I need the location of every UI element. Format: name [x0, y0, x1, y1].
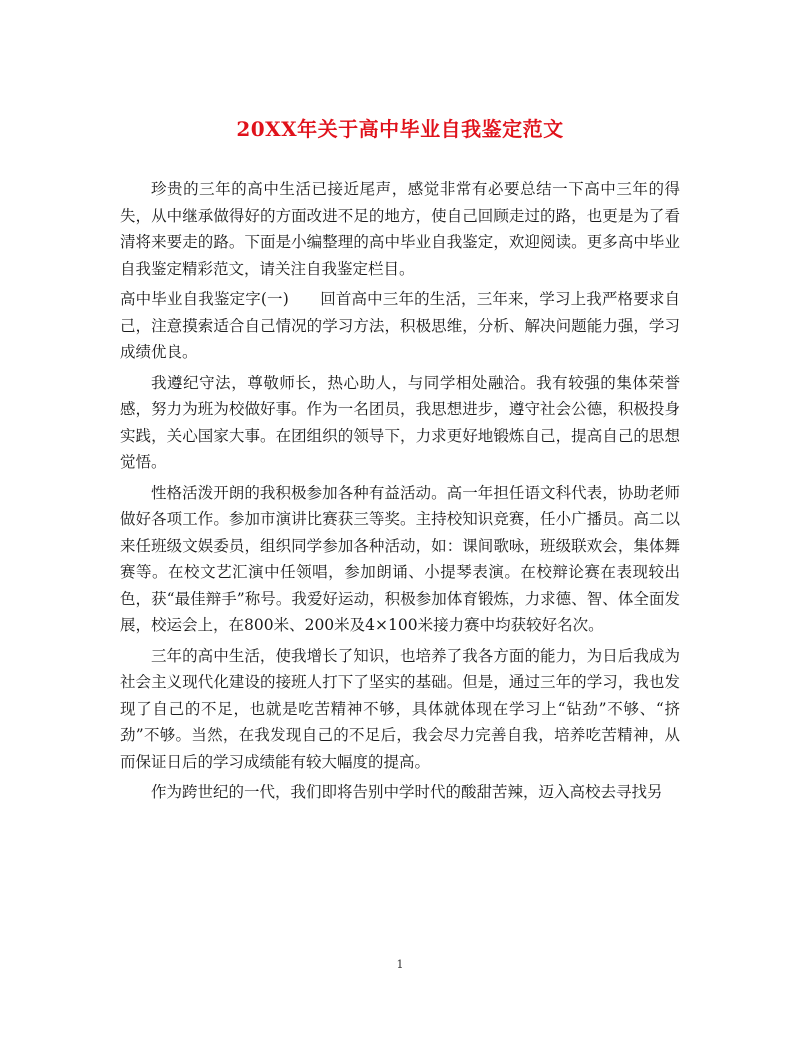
document-title: 20XX年关于高中毕业自我鉴定范文 — [236, 117, 564, 141]
paragraph-activities: 性格活泼开朗的我积极参加各种有益活动。高一年担任语文科代表，协助老师做好各项工作。参加市演讲比赛获三等奖。主持校知识竞赛，任小广播员。高二以来任班级文娱委员，组织同学参加各种活动，如：课间歌咏，班级联欢会，集体舞赛等。在校文艺汇演中任领唱，参加朗诵、小提琴表演。在校辩论赛在表现较出色，获“最佳辩手”称号。我爱好运动，积极参加体育锻炼，力求德、智、体全面发展，校运会上，在800米、200米及4×100米接力赛中均获较好名次。 — [120, 483, 680, 634]
paragraph-growth: 三年的高中生活，使我增长了知识，也培养了我各方面的能力，为日后我成为社会主义现代化建设的接班人打下了坚实的基础。但是，通过三年的学习，我也发现了自己的不足，也就是吃苦精神不够，具体就体现在学习上“钻劲”不够、“挤劲”不够。当然，在我发现自己的不足后，我会尽力完善自我，培养吃苦精神，从而保证日后的学习成绩能有较大幅度的提高。 — [120, 646, 680, 771]
paragraph-future: 作为跨世纪的一代，我们即将告别中学时代的酸甜苦辣，迈入高校去寻找另 — [151, 783, 663, 801]
paragraph-discipline: 我遵纪守法，尊敬师长，热心助人，与同学相处融洽。我有较强的集体荣誉感，努力为班为校做好事。作为一名团员，我思想进步，遵守社会公德，积极投身实践，关心国家大事。在团组织的领导下，力求更好地锻炼自己，提高自己的思想觉悟。 — [120, 373, 680, 471]
page-number: 1 — [396, 958, 404, 971]
paragraph-intro: 珍贵的三年的高中生活已接近尾声，感觉非常有必要总结一下高中三年的得失，从中继承做得好的方面改进不足的地方，使自己回顾走过的路，也更是为了看清将来要走的路。下面是小编整理的高中毕业自我鉴定，欢迎阅读。更多高中毕业自我鉴定精彩范文，请关注自我鉴定栏目。 — [120, 180, 680, 278]
paragraph-section-one: 高中毕业自我鉴定字(一) 回首高中三年的生活，三年来，学习上我严格要求自己，注意摸索适合自己情况的学习方法，积极思维，分析、解决问题能力强，学习成绩优良。 — [120, 290, 680, 361]
document-body — [120, 176, 680, 806]
